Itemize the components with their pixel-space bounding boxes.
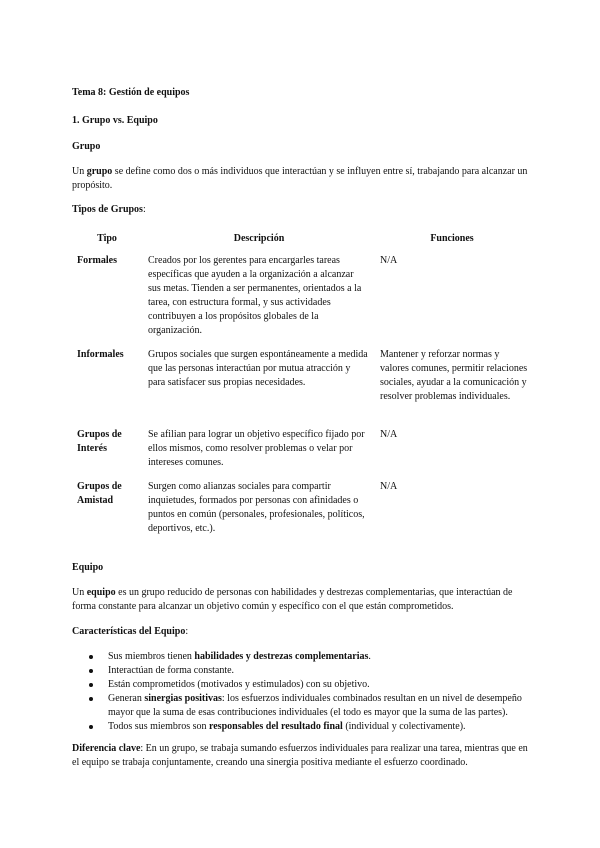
- column-header-tipo: Tipo: [97, 233, 117, 244]
- equipo-heading: Equipo: [72, 562, 104, 573]
- list-item: Generan sinergias positivas: los esfuerzos individuales combinados resultan en un nivel de desempeño mayor que la suma de esas contribuciones individuales (el todo es mayor que la suma de las partes).: [72, 692, 528, 720]
- caracteristicas-heading: Características del Equipo:: [72, 626, 189, 637]
- cell-funciones: N/A: [380, 429, 398, 440]
- list-item: Interactúan de forma constante.: [72, 664, 528, 678]
- list-item: Están comprometidos (motivados y estimulados) con su objetivo.: [72, 678, 528, 692]
- table-row: [72, 428, 528, 480]
- cell-descripcion: Creados por los gerentes para encargarles tareas específicas que ayuden a la organización a alcanzar sus metas. Tienden a ser permanentes, orientados a la tarea, con estructura formal, y sus actividades contribuyen a los propósitos globales de la organización.: [148, 255, 362, 336]
- cell-tipo: Informales: [77, 349, 124, 360]
- column-header-funciones: Funciones: [430, 233, 474, 244]
- grupo-definition: Un grupo se define como dos o más individuos que interactúan y se influyen entre sí, trabajando para alcanzar un propósito.: [72, 166, 528, 191]
- cell-tipo: Grupos de Amistad: [77, 481, 122, 506]
- topic-title: Tema 8: Gestión de equipos: [72, 87, 190, 98]
- cell-descripcion: Grupos sociales que surgen espontáneamente a medida que las personas interactúan por mutua atracción y para satisfacer sus propias necesidades.: [148, 349, 368, 388]
- cell-funciones: N/A: [380, 255, 398, 266]
- list-item: Todos sus miembros son responsables del resultado final (individual y colectivamente).: [72, 720, 528, 734]
- diferencia-label: Diferencia clave: [72, 743, 141, 754]
- cell-funciones: N/A: [380, 481, 398, 492]
- column-header-descripcion: Descripción: [233, 233, 285, 244]
- cell-funciones: Mantener y reforzar normas y valores comunes, permitir relaciones sociales, ayudar a la comunicación y resolver problemas individuales.: [380, 349, 528, 402]
- table-row: [72, 480, 528, 546]
- cell-tipo: Formales: [77, 255, 117, 266]
- grupo-term: grupo: [86, 166, 113, 177]
- table-row: [72, 254, 528, 348]
- list-item: Sus miembros tienen habilidades y destrezas complementarias.: [72, 650, 528, 664]
- table-header-row: [72, 232, 528, 254]
- equipo-definition: Un equipo es un grupo reducido de personas con habilidades y destrezas complementarias, que interactúan de forma constante para alcanzar un objetivo común y específico con el que están comprometidos.: [72, 587, 513, 612]
- grupo-heading: Grupo: [72, 141, 101, 152]
- tipos-heading: Tipos de Grupos:: [72, 204, 146, 215]
- table-row: [72, 348, 528, 428]
- group-types-table: [72, 232, 528, 546]
- cell-descripcion: Surgen como alianzas sociales para compartir inquietudes, formados por personas con afinidades o puntos en común (personales, profesionales, políticos, deportivos, etc.).: [148, 481, 365, 534]
- cell-tipo: Grupos de Interés: [77, 429, 122, 454]
- equipo-term: equipo: [86, 587, 116, 598]
- diferencia-clave: Diferencia clave: En un grupo, se trabaja sumando esfuerzos individuales para realizar una tarea, mientras que en el equipo se trabaja conjuntamente, creando una sinergia positiva mediante el esfuerzo coordinado.: [72, 743, 528, 768]
- caracteristicas-list: [72, 650, 528, 734]
- section-title: 1. Grupo vs. Equipo: [72, 115, 158, 126]
- cell-descripcion: Se afilian para lograr un objetivo específico fijado por ellos mismos, como resolver problemas o velar por intereses comunes.: [148, 429, 365, 468]
